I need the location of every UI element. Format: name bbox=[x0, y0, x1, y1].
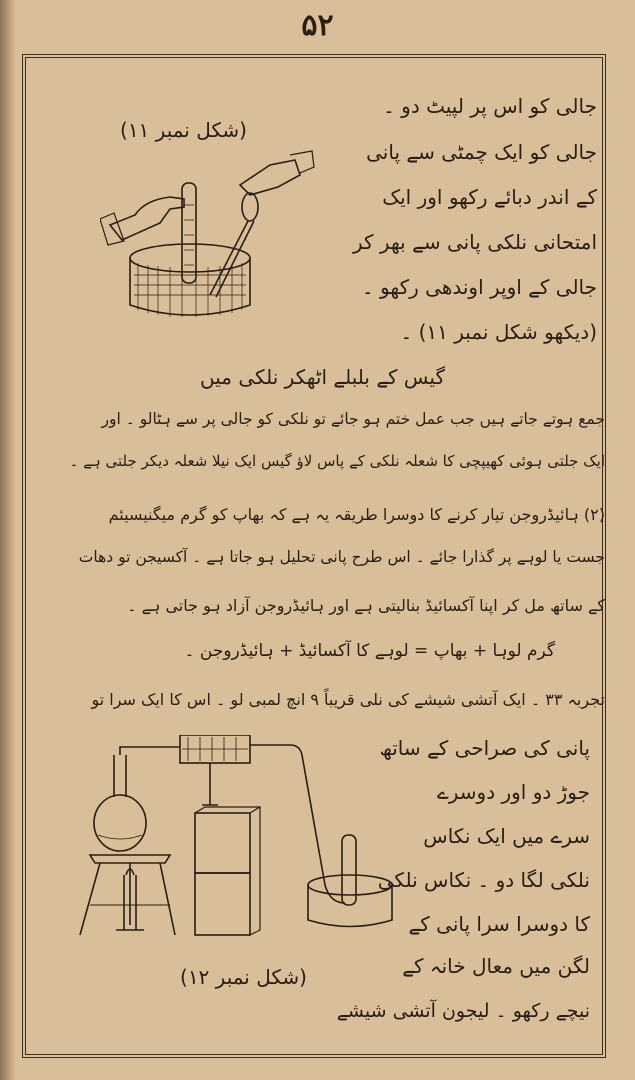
chemical-equation: گرم لوہا + بھاپ = لوہے کا آکسائیڈ + ہائیڈروجن ۔ bbox=[184, 641, 555, 661]
page-number: ۵۲ bbox=[301, 8, 334, 43]
text-line: کا دوسرا سرا پانی کے bbox=[408, 912, 590, 936]
text-line: (دیکھو شکل نمبر ۱۱) ۔ bbox=[400, 320, 597, 344]
text-line: جالی کے اوپر اوندھی رکھو ۔ bbox=[361, 275, 597, 299]
text-line: (۲) ہائیڈروجن تیار کرنے کا دوسرا طریقہ یہ ہے کہ بھاپ کو گرم میگنیسیئم bbox=[108, 505, 605, 524]
text-line: سرے میں ایک نکاس bbox=[423, 824, 590, 848]
experiment-heading: تجربہ ۳۳ ۔ ایک آتشی شیشے کی نلی قریباً ۹ انچ لمبی لو ۔ اس کا ایک سرا تو bbox=[91, 690, 605, 709]
figure-11-caption: (شکل نمبر ۱۱) bbox=[120, 118, 247, 142]
text-line: ایک جلتی ہوئی کھیپچی کا شعلہ نلکی کے پاس لاؤ گیس ایک نیلا شعلہ دیکر جلتی ہے ۔ bbox=[69, 452, 605, 470]
text-line: کے ساتھ مل کر اپنا آکسائیڈ بنالیتی ہے اور ہائیڈروجن آزاد ہو جاتی ہے ۔ bbox=[127, 596, 605, 615]
text-line: جمع ہوتے جاتے ہیں جب عمل ختم ہو جائے تو نلکی کو جالی پر سے ہٹالو ۔ اور bbox=[101, 410, 605, 428]
text-line: جالی کو اس پر لپیٹ دو ۔ bbox=[383, 94, 597, 118]
figure-12-caption: (شکل نمبر ۱۲) bbox=[180, 965, 307, 989]
text-line: نیچے رکھو ۔ لیجون آتشی شیشے bbox=[336, 1000, 590, 1022]
text-line: لگن میں معال خانہ کے bbox=[402, 954, 590, 978]
text-line: امتحانی نلکی پانی سے بھر کر bbox=[353, 230, 597, 254]
text-line: کے اندر دبائے رکھو اور ایک bbox=[382, 185, 597, 209]
figure-12-illustration bbox=[60, 735, 400, 945]
book-spine-shadow bbox=[0, 0, 16, 1080]
text-line: نلکی لگا دو ۔ نکاس نلکی bbox=[377, 868, 590, 892]
figure-11-illustration bbox=[100, 145, 315, 335]
text-line: پانی کی صراحی کے ساتھ bbox=[379, 736, 590, 760]
text-line: جست یا لوہے پر گذارا جائے ۔ اس طرح پانی تحلیل ہو جاتا ہے ۔ آکسیجن تو دھات bbox=[78, 548, 605, 566]
text-line: گیس کے بلبلے اٹھکر نلکی میں bbox=[200, 365, 445, 389]
text-line: جوڑ دو اور دوسرے bbox=[437, 780, 590, 804]
text-line: جالی کو ایک چمٹی سے پانی bbox=[366, 140, 597, 164]
